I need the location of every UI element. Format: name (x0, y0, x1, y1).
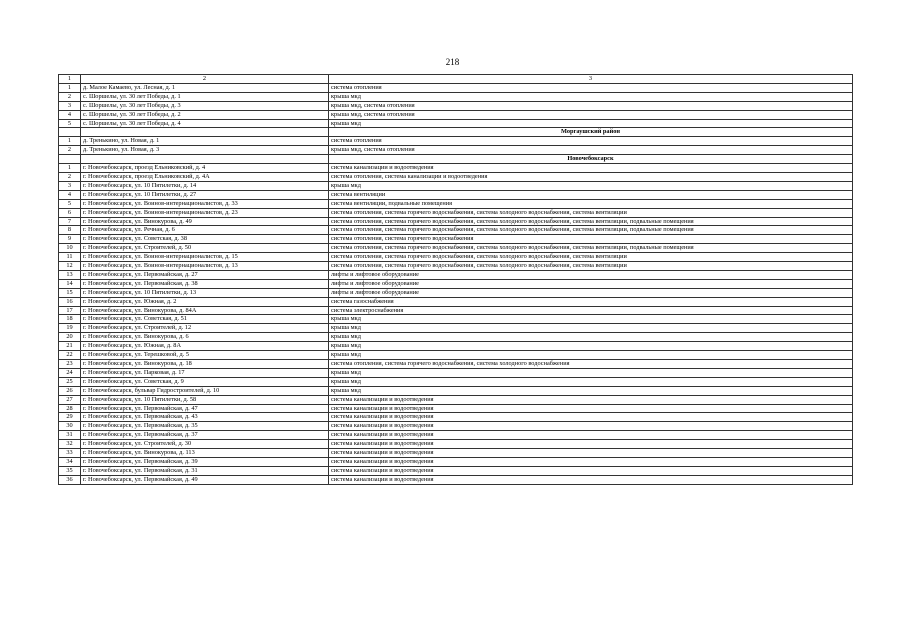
address-cell: г. Новочебоксарск, ул. Советская, д. 38 (81, 235, 329, 244)
row-number: 17 (59, 306, 81, 315)
works-cell: система отопления, система горячего водоснабжения, система холодного водоснабжения, система вентиляции (329, 262, 853, 271)
row-number: 5 (59, 119, 81, 128)
works-cell: система отопления, система горячего водоснабжения, система холодного водоснабжения, система вентиляции (329, 253, 853, 262)
address-cell: г. Новочебоксарск, бульвар Гидростроителей, д. 10 (81, 386, 329, 395)
column-number-1: 1 (59, 75, 81, 84)
table-row (59, 262, 853, 271)
row-number: 6 (59, 208, 81, 217)
address-cell: г. Новочебоксарск, ул. Первомайская, д. 37 (81, 431, 329, 440)
table-row (59, 306, 853, 315)
table-row (59, 422, 853, 431)
works-cell: лифты и лифтовое оборудование (329, 288, 853, 297)
row-number: 35 (59, 466, 81, 475)
works-cell: крыша мкд, система отопления (329, 146, 853, 155)
works-cell: система отопления, система горячего водоснабжения, система холодного водоснабжения (329, 360, 853, 369)
table-row (59, 288, 853, 297)
table-row (59, 110, 853, 119)
address-cell: г. Новочебоксарск, ул. Первомайская, д. 31 (81, 466, 329, 475)
works-cell: крыша мкд (329, 92, 853, 101)
address-cell: г. Новочебоксарск, ул. Южная, д. 8А (81, 342, 329, 351)
works-cell: система отопления (329, 137, 853, 146)
table-row (59, 270, 853, 279)
table-row (59, 449, 853, 458)
works-cell: система отопления, система горячего водоснабжения, система холодного водоснабжения, система вентиляции, подвальные помещения (329, 217, 853, 226)
row-number: 2 (59, 146, 81, 155)
housing-registry-table (58, 74, 853, 485)
works-cell: система вентиляции, подвальные помещения (329, 199, 853, 208)
row-number: 1 (59, 164, 81, 173)
table-row (59, 279, 853, 288)
works-cell: система канализации и водоотведения (329, 422, 853, 431)
works-cell: крыша мкд (329, 377, 853, 386)
works-cell: лифты и лифтовое оборудование (329, 270, 853, 279)
table-row (59, 377, 853, 386)
row-number: 15 (59, 288, 81, 297)
section-spacer-cell (81, 128, 329, 137)
works-cell: система канализации и водоотведения (329, 449, 853, 458)
table-row (59, 190, 853, 199)
table-row (59, 368, 853, 377)
address-cell: г. Новочебоксарск, ул. Строителей, д. 12 (81, 324, 329, 333)
address-cell: г. Новочебоксарск, ул. Первомайская, д. 35 (81, 422, 329, 431)
address-cell: д. Тренькино, ул. Новая, д. 1 (81, 137, 329, 146)
works-cell: система отопления, система горячего водоснабжения, система холодного водоснабжения, система вентиляции, подвальные помещения (329, 244, 853, 253)
works-cell: система вентиляции (329, 190, 853, 199)
section-title: Моргаушский район (329, 128, 853, 137)
row-number: 4 (59, 190, 81, 199)
table-row (59, 413, 853, 422)
table-row (59, 440, 853, 449)
section-title: Новочебоксарск (329, 155, 853, 164)
column-number-2: 2 (81, 75, 329, 84)
address-cell: г. Новочебоксарск, ул. Винокурова, д. 84А (81, 306, 329, 315)
row-number: 8 (59, 226, 81, 235)
address-cell: с. Шоршелы, ул. 30 лет Победы, д. 3 (81, 101, 329, 110)
works-cell: система канализации и водоотведения (329, 395, 853, 404)
table-row (59, 342, 853, 351)
works-cell: система электроснабжения (329, 306, 853, 315)
row-number: 9 (59, 235, 81, 244)
address-cell: д. Тренькино, ул. Новая, д. 3 (81, 146, 329, 155)
table-row (59, 360, 853, 369)
table-row (59, 199, 853, 208)
address-cell: г. Новочебоксарск, ул. Первомайская, д. 27 (81, 270, 329, 279)
address-cell: г. Новочебоксарск, ул. Парковая, д. 17 (81, 368, 329, 377)
address-cell: г. Новочебоксарск, ул. Советская, д. 51 (81, 315, 329, 324)
row-number: 21 (59, 342, 81, 351)
table-row (59, 404, 853, 413)
address-cell: с. Шоршелы, ул. 30 лет Победы, д. 1 (81, 92, 329, 101)
works-cell: крыша мкд, система отопления (329, 101, 853, 110)
row-number: 2 (59, 92, 81, 101)
row-number: 5 (59, 199, 81, 208)
table-row (59, 226, 853, 235)
row-number: 7 (59, 217, 81, 226)
table-row (59, 253, 853, 262)
row-number: 31 (59, 431, 81, 440)
works-cell: система канализации и водоотведения (329, 466, 853, 475)
table-row (59, 386, 853, 395)
registry-body (59, 75, 853, 485)
address-cell: с. Шоршелы, ул. 30 лет Победы, д. 4 (81, 119, 329, 128)
works-cell: система канализации и водоотведения (329, 440, 853, 449)
row-number: 23 (59, 360, 81, 369)
row-number: 26 (59, 386, 81, 395)
row-number: 19 (59, 324, 81, 333)
row-number: 3 (59, 181, 81, 190)
works-cell: лифты и лифтовое оборудование (329, 279, 853, 288)
address-cell: г. Новочебоксарск, ул. Воинов-интернационалистов, д. 33 (81, 199, 329, 208)
row-number: 32 (59, 440, 81, 449)
row-number: 27 (59, 395, 81, 404)
works-cell: система канализации и водоотведения (329, 404, 853, 413)
row-number: 29 (59, 413, 81, 422)
address-cell: с. Шоршелы, ул. 30 лет Победы, д. 2 (81, 110, 329, 119)
table-row (59, 315, 853, 324)
row-number: 11 (59, 253, 81, 262)
row-number: 10 (59, 244, 81, 253)
address-cell: г. Новочебоксарск, ул. Строителей, д. 30 (81, 440, 329, 449)
works-cell: система отопления (329, 83, 853, 92)
address-cell: г. Новочебоксарск, ул. Первомайская, д. 47 (81, 404, 329, 413)
address-cell: г. Новочебоксарск, ул. 10 Пятилетки, д. 14 (81, 181, 329, 190)
row-number: 34 (59, 457, 81, 466)
address-cell: г. Новочебоксарск, ул. Воинов-интернационалистов, д. 23 (81, 208, 329, 217)
table-row (59, 137, 853, 146)
row-number: 16 (59, 297, 81, 306)
row-number: 14 (59, 279, 81, 288)
table-row (59, 395, 853, 404)
works-cell: система канализации и водоотведения (329, 457, 853, 466)
section-spacer-cell (81, 155, 329, 164)
table-row (59, 475, 853, 484)
column-number-3: 3 (329, 75, 853, 84)
table-row (59, 119, 853, 128)
address-cell: г. Новочебоксарск, ул. Первомайская, д. 49 (81, 475, 329, 484)
address-cell: г. Новочебоксарск, проезд Ельниковский, д. 4А (81, 172, 329, 181)
works-cell: крыша мкд (329, 342, 853, 351)
section-header-row (59, 155, 853, 164)
works-cell: система отопления, система горячего водоснабжения, система холодного водоснабжения, система вентиляции (329, 208, 853, 217)
row-number: 36 (59, 475, 81, 484)
address-cell: г. Новочебоксарск, ул. Винокурова, д. 18 (81, 360, 329, 369)
works-cell: система канализации и водоотведения (329, 475, 853, 484)
address-cell: г. Новочебоксарск, ул. 10 Пятилетки, д. 27 (81, 190, 329, 199)
works-cell: крыша мкд, система отопления (329, 110, 853, 119)
address-cell: г. Новочебоксарск, ул. Винокурова, д. 49 (81, 217, 329, 226)
table-row (59, 92, 853, 101)
table-row (59, 181, 853, 190)
row-number: 22 (59, 351, 81, 360)
table-row (59, 101, 853, 110)
works-cell: крыша мкд (329, 333, 853, 342)
works-cell: система отопления, система канализации и водоотведения (329, 172, 853, 181)
address-cell: г. Новочебоксарск, ул. 10 Пятилетки, д. 58 (81, 395, 329, 404)
table-row (59, 235, 853, 244)
page-number: 218 (445, 57, 460, 67)
row-number: 33 (59, 449, 81, 458)
row-number: 2 (59, 172, 81, 181)
row-number: 1 (59, 83, 81, 92)
table-row (59, 333, 853, 342)
table-row (59, 324, 853, 333)
address-cell: г. Новочебоксарск, ул. Винокурова, д. 6 (81, 333, 329, 342)
address-cell: г. Новочебоксарск, ул. Первомайская, д. 43 (81, 413, 329, 422)
row-number: 1 (59, 137, 81, 146)
works-cell: система канализации и водоотведения (329, 164, 853, 173)
address-cell: г. Новочебоксарск, ул. Винокурова, д. 113 (81, 449, 329, 458)
row-number: 3 (59, 101, 81, 110)
section-spacer-cell (59, 128, 81, 137)
address-cell: г. Новочебоксарск, ул. Первомайская, д. 38 (81, 279, 329, 288)
address-cell: г. Новочебоксарск, ул. Воинов-интернационалистов, д. 13 (81, 262, 329, 271)
address-cell: г. Новочебоксарск, проезд Ельниковский, д. 4 (81, 164, 329, 173)
row-number: 28 (59, 404, 81, 413)
works-cell: система отопления, система горячего водоснабжения, система холодного водоснабжения, система вентиляции, подвальные помещения (329, 226, 853, 235)
works-cell: крыша мкд (329, 368, 853, 377)
address-cell: г. Новочебоксарск, ул. Строителей, д. 50 (81, 244, 329, 253)
works-cell: крыша мкд (329, 324, 853, 333)
table-row (59, 431, 853, 440)
address-cell: г. Новочебоксарск, ул. Воинов-интернационалистов, д. 15 (81, 253, 329, 262)
table-row (59, 164, 853, 173)
address-cell: д. Малое Камаево, ул. Лесная, д. 1 (81, 83, 329, 92)
works-cell: система газоснабжения (329, 297, 853, 306)
table-row (59, 83, 853, 92)
section-spacer-cell (59, 155, 81, 164)
column-number-row (59, 75, 853, 84)
row-number: 25 (59, 377, 81, 386)
row-number: 13 (59, 270, 81, 279)
works-cell: крыша мкд (329, 351, 853, 360)
row-number: 30 (59, 422, 81, 431)
works-cell: крыша мкд (329, 119, 853, 128)
table-row (59, 146, 853, 155)
table-row (59, 217, 853, 226)
address-cell: г. Новочебоксарск, ул. Терешковой, д. 5 (81, 351, 329, 360)
table-row (59, 172, 853, 181)
address-cell: г. Новочебоксарск, ул. Первомайская, д. 39 (81, 457, 329, 466)
row-number: 24 (59, 368, 81, 377)
works-cell: система канализации и водоотведения (329, 413, 853, 422)
row-number: 18 (59, 315, 81, 324)
table-row (59, 208, 853, 217)
table-row (59, 457, 853, 466)
works-cell: крыша мкд (329, 386, 853, 395)
row-number: 20 (59, 333, 81, 342)
address-cell: г. Новочебоксарск, ул. Южная, д. 2 (81, 297, 329, 306)
address-cell: г. Новочебоксарск, ул. Речная, д. 6 (81, 226, 329, 235)
works-cell: крыша мкд (329, 181, 853, 190)
table-row (59, 244, 853, 253)
table-row (59, 351, 853, 360)
row-number: 12 (59, 262, 81, 271)
works-cell: крыша мкд (329, 315, 853, 324)
row-number: 4 (59, 110, 81, 119)
table-row (59, 297, 853, 306)
address-cell: г. Новочебоксарск, ул. Советская, д. 9 (81, 377, 329, 386)
address-cell: г. Новочебоксарск, ул. 10 Пятилетки, д. 13 (81, 288, 329, 297)
works-cell: система отопления, система горячего водоснабжения (329, 235, 853, 244)
section-header-row (59, 128, 853, 137)
table-row (59, 466, 853, 475)
works-cell: система канализации и водоотведения (329, 431, 853, 440)
